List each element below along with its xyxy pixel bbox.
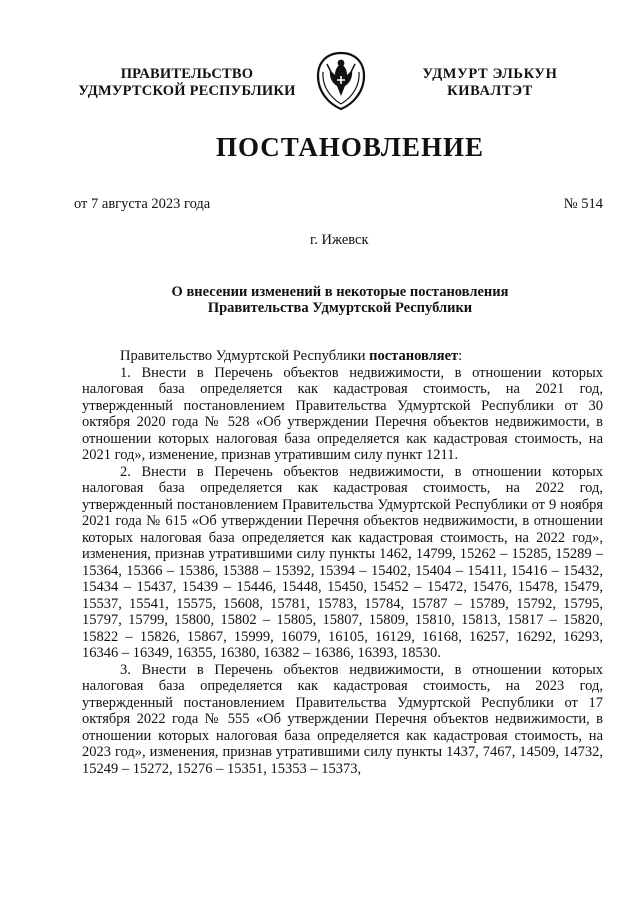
paragraph-3: 3. Внести в Перечень объектов недвижимости, в отношении которых налоговая база определяется как кадастровая стоимость, на 2023 год, утвержденный постановлением Правительства Удмуртской Республики от 17 октября 2022 года № 555 «Об утверждении Перечня объектов недвижимости, в отношении которых налоговая база определяется как кадастровая стоимость, на 2023 год», изменения, признав утратившими силу пункты 1437, 7467, 14509, 14732, 15249 – 15272, 15276 – 15351, 15353 – 15373, [82, 661, 603, 777]
government-name-line2: УДМУРТСКОЙ РЕСПУБЛИКИ [78, 83, 296, 99]
document-number: № 514 [563, 196, 603, 212]
document-subject [150, 284, 530, 316]
intro-verb: постановляет [369, 348, 459, 364]
government-name-udmurt [395, 66, 585, 100]
government-name-line1: ПРАВИТЕЛЬСТВО [120, 66, 254, 82]
subject-line1: О внесении изменений в некоторые постановления [171, 284, 509, 300]
document-date: от 7 августа 2023 года [74, 196, 211, 212]
paragraph-2: 2. Внести в Перечень объектов недвижимости, в отношении которых налоговая база определяется как кадастровая стоимость, на 2022 год, утвержденный постановлением Правительства Удмуртской Республики от 9 ноября 2021 года № 615 «Об утверждении Перечня объектов недвижимости, в отношении которых налоговая база определяется как кадастровая стоимость, на 2022 год», изменения, признав утратившими силу пункты 1462, 14799, 15262 – 15285, 15289 – 15364, 15366 – 15386, 15388 – 15392, 15394 – 15402, 15404 – 15411, 15416 – 15432, 15434 – 15437, 15439 – 15446, 15448, 15450, 15452 – 15472, 15476, 15478, 15479, 15537, 15541, 15575, 15608, 15781, 15783, 15784, 15787 – 15789, 15792, 15795, 15797, 15799, 15800, 15802 – 15805, 15807, 15809, 15810, 15813, 15817 – 15820, 15822 – 15826, 15867, 15999, 16079, 16105, 16129, 16168, 16257, 16292, 16293, 16346 – 16349, 16355, 16380, 16382 – 16386, 16393, 18530. [82, 463, 603, 661]
government-name-udmurt-line1: УДМУРТ ЭЛЬКУН [422, 66, 558, 82]
coat-of-arms-icon [313, 50, 369, 112]
paragraph-1: 1. Внести в Перечень объектов недвижимости, в отношении которых налоговая база определяется как кадастровая стоимость, на 2021 год, утвержденный постановлением Правительства Удмуртской Республики от 30 октября 2020 года № 528 «Об утверждении Перечня объектов недвижимости, в отношении которых налоговая база определяется как кадастровая стоимость, на 2021 год», изменение, признав утратившим силу пункт 1211. [82, 364, 603, 463]
document-city: г. Ижевск [310, 232, 369, 248]
intro-colon: : [458, 348, 463, 364]
document-body [82, 348, 603, 777]
government-name-udmurt-line2: КИВАЛТЭТ [447, 83, 533, 99]
government-name-russian [62, 66, 312, 100]
intro-paragraph [82, 348, 603, 365]
subject-line2: Правительства Удмуртской Республики [207, 300, 473, 316]
document-title: ПОСТАНОВЛЕНИЕ [215, 132, 485, 162]
intro-text: Правительство Удмуртской Республики [120, 348, 370, 364]
